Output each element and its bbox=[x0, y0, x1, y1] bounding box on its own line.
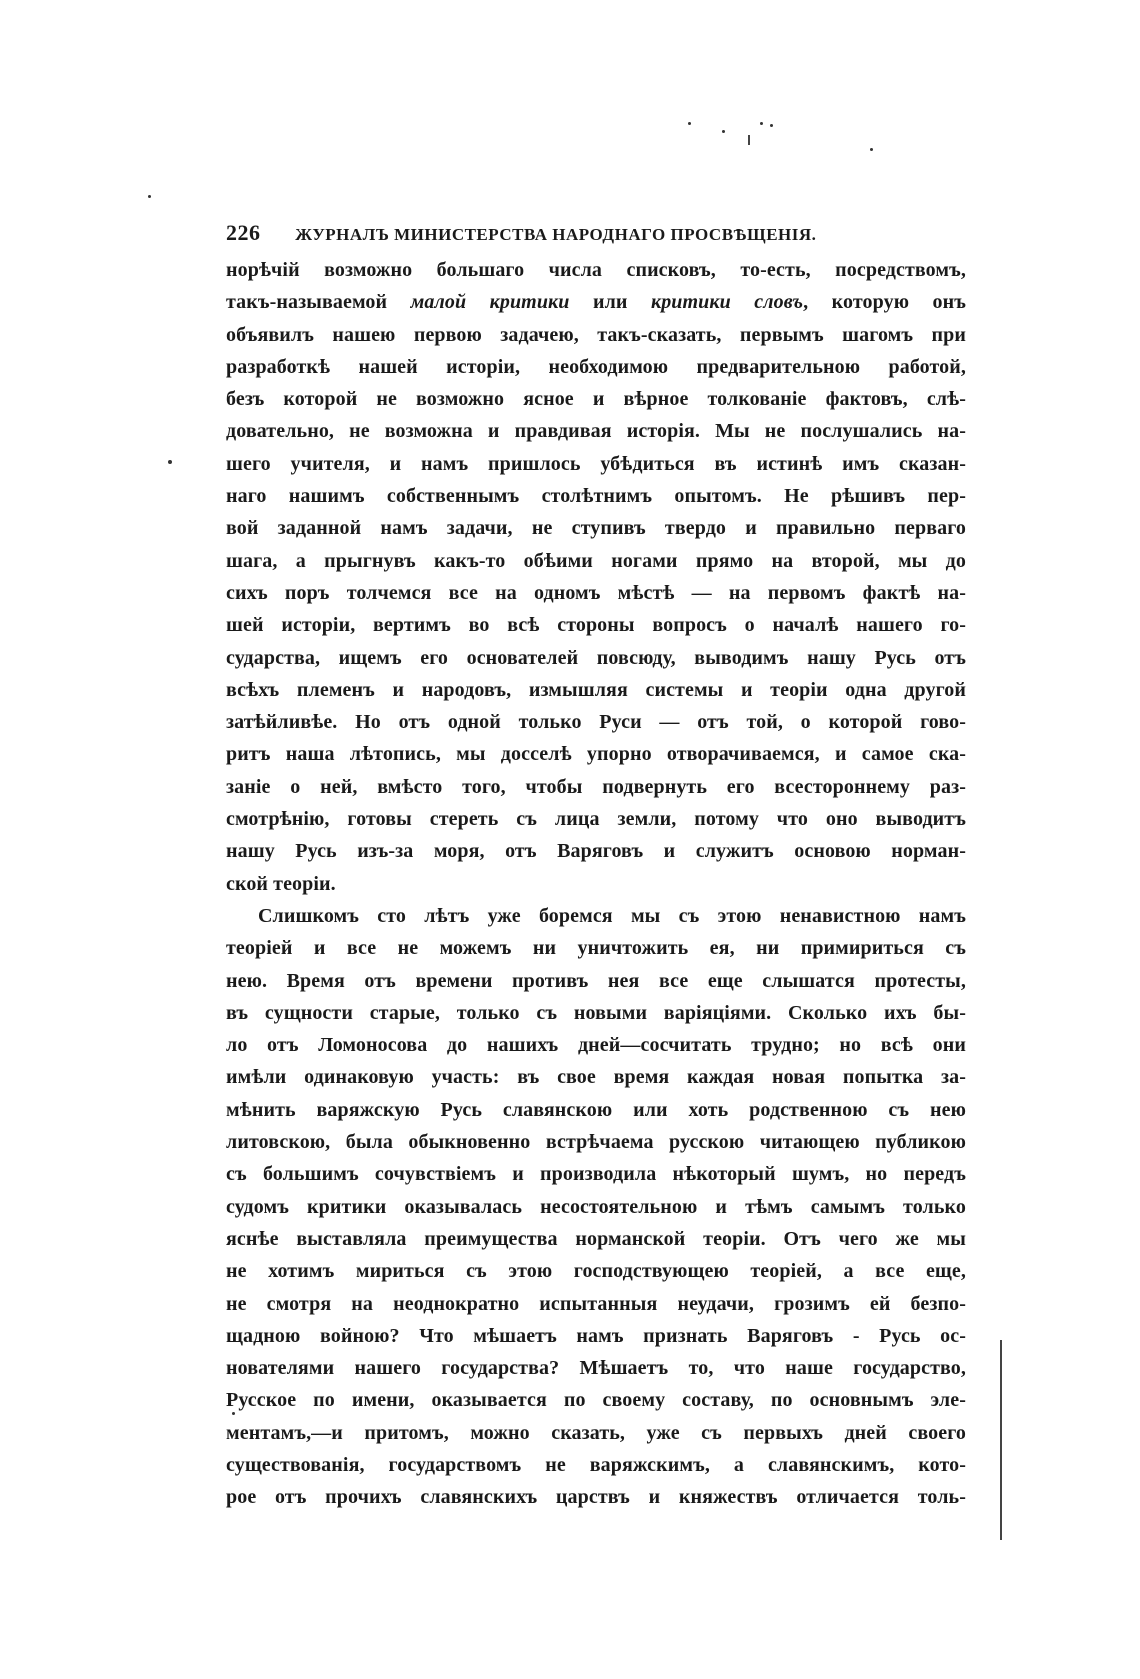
text-line: вой заданной намъ задачи, не ступивъ твердо и правильно перваго bbox=[226, 517, 966, 540]
running-title: ЖУРНАЛЪ МИНИСТЕРСТВА НАРОДНАГО ПРОСВѢЩЕНІЯ. bbox=[295, 225, 817, 244]
text-span: такъ-называемой bbox=[226, 291, 411, 314]
text-line: затѣйливѣе. Но отъ одной только Руси — отъ той, о которой гово- bbox=[226, 711, 966, 734]
text-line: заніе о ней, вмѣсто того, чтобы подвернуть его всестороннему раз- bbox=[226, 775, 966, 798]
text-line: ритъ наша лѣтопись, мы досселѣ упорно отворачиваемся, и самое ска- bbox=[226, 743, 966, 766]
paragraph-1 bbox=[226, 254, 966, 900]
text-line: судомъ критики оказывалась несостоятельною и тѣмъ самымъ только bbox=[226, 1195, 966, 1218]
text-line: Русское по имени, оказывается по своему составу, по основнымъ эле- bbox=[226, 1389, 966, 1412]
body-text bbox=[226, 254, 966, 1514]
text-line: теоріей и все не можемъ ни уничтожить ея, ни примириться съ bbox=[226, 937, 966, 960]
scan-speck bbox=[870, 148, 873, 151]
text-line: безъ которой не возможно ясное и вѣрное толкованіе фактовъ, слѣ- bbox=[226, 388, 966, 411]
text-line: щадною войною? Что мѣшаетъ намъ признать Варяговъ - Русь ос- bbox=[226, 1324, 966, 1347]
text-span: или bbox=[569, 291, 651, 314]
paragraph-2 bbox=[226, 900, 966, 1514]
scan-speck bbox=[722, 130, 725, 133]
text-line: существованія, государствомъ не варяжскимъ, а славянскимъ, кото- bbox=[226, 1453, 966, 1476]
text-line: имѣли одинаковую участь: въ свое время каждая новая попытка за- bbox=[226, 1066, 966, 1089]
text-line: сударства, ищемъ его основателей повсюду, выводимъ нашу Русь отъ bbox=[226, 646, 966, 669]
text-line: наго нашимъ собственнымъ столѣтнимъ опытомъ. Не рѣшивъ пер- bbox=[226, 485, 966, 508]
text-line: литовскою, была обыкновенно встрѣчаема русскою читающею публикою bbox=[226, 1131, 966, 1154]
scan-mark bbox=[748, 135, 750, 145]
text-line: рое отъ прочихъ славянскихъ царствъ и княжествъ отличается толь- bbox=[226, 1486, 966, 1509]
text-line: нователями нашего государства? Мѣшаетъ то, что наше государство, bbox=[226, 1357, 966, 1380]
text-line: не хотимъ мириться съ этою господствующею теоріей, а все еще, bbox=[226, 1260, 966, 1283]
text-line: объявилъ нашею первою задачею, такъ-сказать, первымъ шагомъ при bbox=[226, 323, 966, 346]
text-line: нею. Время отъ времени противъ нея все еще слышатся протесты, bbox=[226, 969, 966, 992]
text-line: всѣхъ племенъ и народовъ, измышляя системы и теоріи одна другой bbox=[226, 678, 966, 701]
text-line: Слишкомъ сто лѣтъ уже боремся мы съ этою ненавистною намъ bbox=[258, 904, 966, 927]
text-line: яснѣе выставляла преимущества норманской теоріи. Отъ чего же мы bbox=[226, 1227, 966, 1250]
text-line: сихъ поръ толчемся все на одномъ мѣстѣ — на первомъ фактѣ на- bbox=[226, 581, 966, 604]
scan-speck bbox=[770, 124, 773, 127]
running-header bbox=[226, 220, 946, 246]
text-line: разработкѣ нашей исторіи, необходимою предварительною работой, bbox=[226, 355, 966, 378]
text-line bbox=[226, 286, 966, 318]
text-span: , которую онъ bbox=[803, 291, 966, 314]
text-line: ской теоріи. bbox=[226, 872, 336, 895]
text-line: мѣнить варяжскую Русь славянскою или хоть родственною съ нею bbox=[226, 1098, 966, 1121]
text-line: въ сущности старые, только съ новыми варіяціями. Сколько ихъ бы- bbox=[226, 1001, 966, 1024]
text-line: не смотря на неоднократно испытанныя неудачи, грозимъ ей безпо- bbox=[226, 1292, 966, 1315]
text-line: нашу Русь изъ-за моря, отъ Варяговъ и служитъ основою норман- bbox=[226, 840, 966, 863]
italic-term: малой критики bbox=[410, 291, 570, 314]
text-line: шей исторіи, вертимъ во всѣ стороны вопросъ о началѣ нашего го- bbox=[226, 614, 966, 637]
scan-speck bbox=[760, 122, 763, 125]
text-line: шага, а прыгнувъ какъ-то обѣими ногами прямо на второй, мы до bbox=[226, 549, 966, 572]
text-line: довательно, не возможна и правдивая исторія. Мы не послушались на- bbox=[226, 420, 966, 443]
text-line: ментамъ,—и притомъ, можно сказать, уже съ первыхъ дней своего bbox=[226, 1421, 966, 1444]
scan-edge-line bbox=[1000, 1340, 1002, 1540]
scan-speck bbox=[168, 460, 172, 464]
page-number: 226 bbox=[226, 220, 261, 245]
text-line: ло отъ Ломоносова до нашихъ дней—сосчитать трудно; но всѣ они bbox=[226, 1034, 966, 1057]
text-line: смотрѣнію, готовы стереть съ лица земли, потому что оно выводитъ bbox=[226, 808, 966, 831]
text-line: шего учителя, и намъ пришлось убѣдиться въ истинѣ имъ сказан- bbox=[226, 452, 966, 475]
scan-speck bbox=[688, 122, 691, 125]
text-line: съ большимъ сочувствіемъ и производила нѣкоторый шумъ, но передъ bbox=[226, 1163, 966, 1186]
text-line: норѣчій возможно большаго числа списковъ, то-есть, посредствомъ, bbox=[226, 259, 966, 281]
scan-speck bbox=[148, 195, 151, 198]
italic-term: критики словъ bbox=[650, 291, 804, 314]
